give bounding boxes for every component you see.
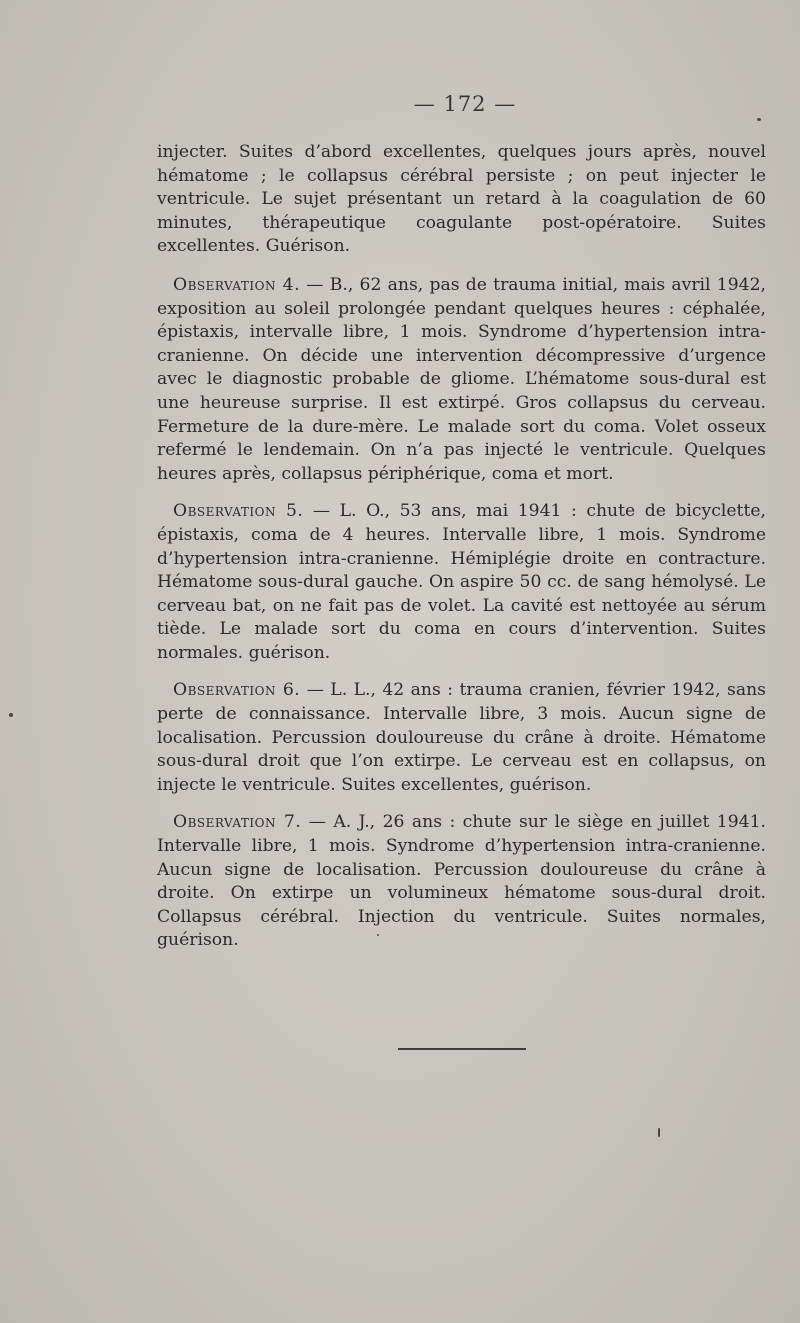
observation-text: — B., 62 ans, pas de trauma initial, mais avril 1942, exposition au soleil prolongée pendant quelques heures : céphalée, épistaxis, intervalle libre, 1 mois. Syndrome d’hypertension intra-cranienne. On décide une intervention décompressive d’urgence avec le diagnostic probable de gliome. L’hématome sous-dural est une heureuse surprise. Il est extirpé. Gros collapsus du cerveau. Fermeture de la dure-mère. Le malade sort du coma. Volet osseux refermé le lendemain. On n’a pas injecté le ventricule. Quelques heures après, collapsus périphérique, coma et mort.	[157, 274, 766, 484]
body-text	[157, 141, 766, 967]
observation-label: Observation 5.	[173, 501, 304, 522]
observation-5	[157, 500, 766, 665]
observation-text: — L. O., 53 ans, mai 1941 : chute de bicyclette, épistaxis, coma de 4 heures. Intervalle libre, 1 mois. Syndrome d’hypertension intra-cranienne. Hémiplégie droite en contracture. Hématome sous-dural gauche. On aspire 50 cc. de sang hémolysé. Le cerveau bat, on ne fait pas de volet. La cavité est nettoyée au sérum tiède. Le malade sort du coma en cours d’intervention. Suites normales. guérison.	[157, 501, 767, 663]
paper-speck	[9, 713, 13, 717]
observation-text: — L. L., 42 ans : trauma cranien, février 1942, sans perte de connaissance. Intervalle libre, 3 mois. Aucun signe de localisation. Percussion douloureuse du crâne à droite. Hématome sous-dural droit que l’on extirpe. Le cerveau est en collapsus, on injecte le ventricule. Suites excellentes, guérison.	[157, 680, 766, 795]
page-number: — 172 —	[413, 92, 517, 116]
observation-label: Observation 7.	[173, 812, 302, 833]
observation-text: — A. J., 26 ans : chute sur le siège en juillet 1941. Intervalle libre, 1 mois. Syndrome d’hypertension intra-cranienne. Aucun signe de localisation. Percussion douloureuse du crâne à droite. On extirpe un volumineux hématome sous-dural droit. Collapsus cérébral. Injection du ventricule. Suites normales, guérison.	[157, 812, 766, 951]
observation-label: Observation 6.	[173, 680, 301, 701]
observation-4	[157, 274, 766, 486]
paper-speck	[377, 934, 379, 936]
observation-7	[157, 811, 766, 953]
paper-speck	[757, 118, 761, 121]
end-rule	[398, 1048, 526, 1050]
paragraph-text: injecter. Suites d’abord excellentes, quelques jours après, nouvel hématome ; le collapsus cérébral persiste ; on peut injecter le ventricule. Le sujet présentant un retard à la coagulation de 60 minutes, thérapeutique coagulante post-opératoire. Suites excellentes. Guérison.	[157, 142, 766, 257]
observation-6	[157, 679, 766, 797]
observation-label: Observation 4.	[173, 274, 301, 295]
paragraph-continuation	[157, 141, 766, 259]
paper-speck	[658, 1128, 660, 1137]
